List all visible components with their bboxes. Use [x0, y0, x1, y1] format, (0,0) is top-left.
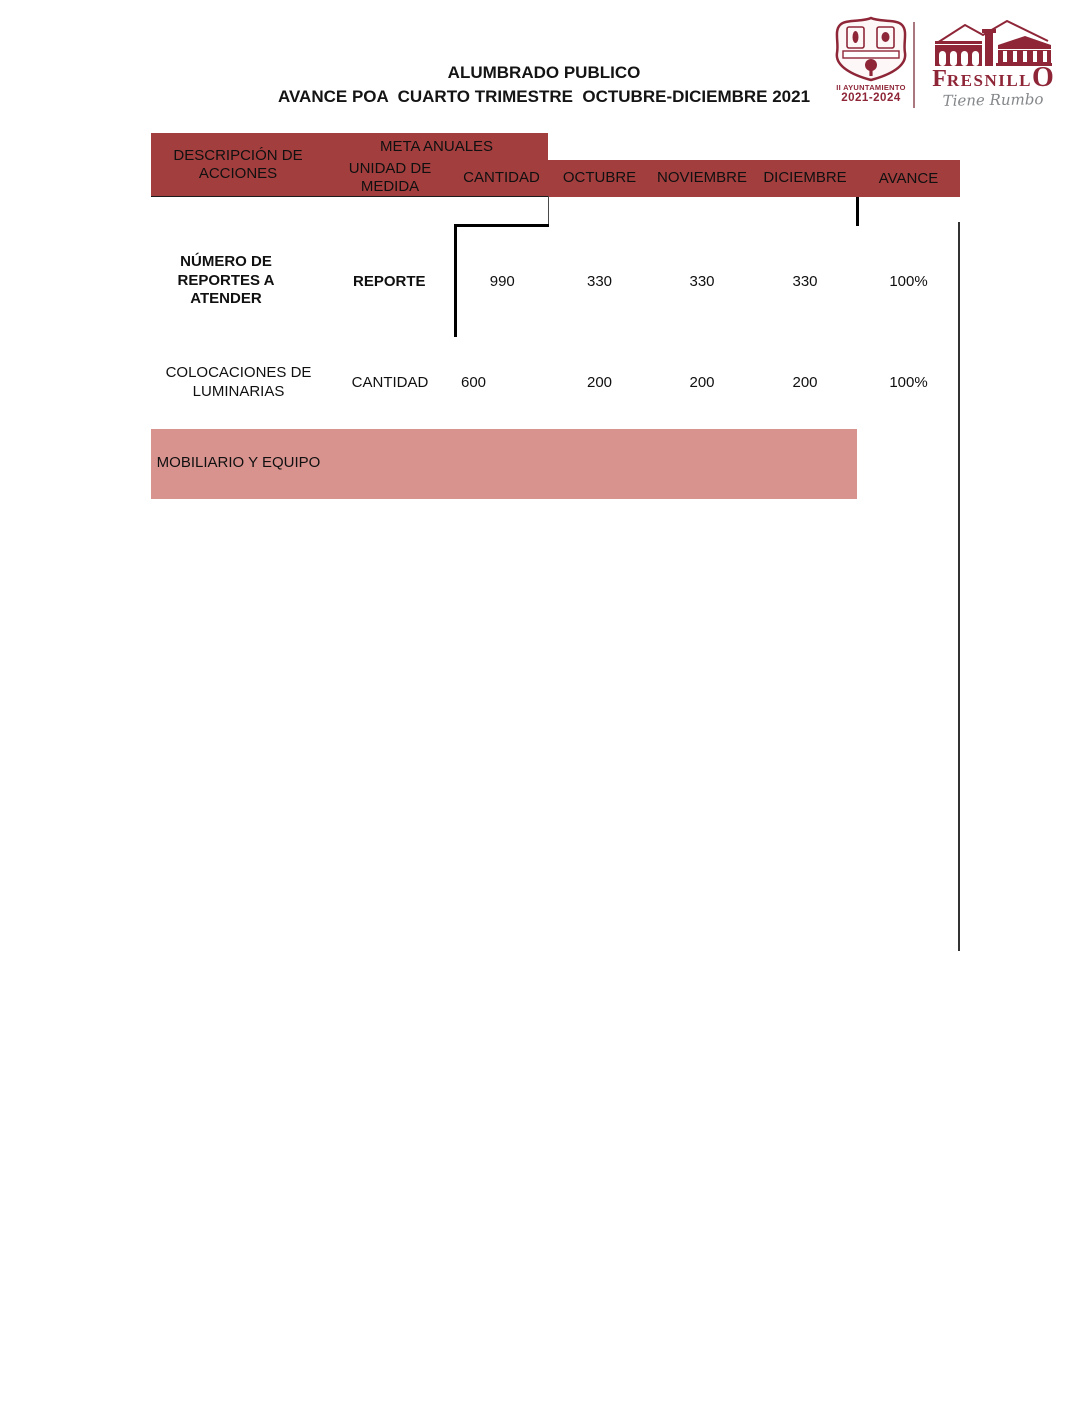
spacer-cell — [857, 133, 960, 160]
table-row — [151, 226, 960, 337]
col-header-descripcion: DESCRIPCIÓN DE ACCIONES — [151, 133, 325, 197]
cell-diciembre: 330 — [792, 272, 818, 290]
empty-cell — [455, 499, 548, 954]
fresnillo-skyline-icon — [934, 18, 1052, 68]
cell-noviembre: 200 — [689, 374, 715, 391]
cell-diciembre: 200 — [792, 374, 818, 391]
crest-shield-icon — [832, 16, 910, 82]
empty-cell — [857, 499, 960, 954]
empty-cell — [325, 499, 455, 954]
fresnillo-wordmark — [923, 18, 1063, 109]
cell-unidad: CANTIDAD — [351, 374, 429, 391]
empty-cell — [455, 197, 548, 226]
col-header-unidad: UNIDAD DE MEDIDA — [325, 160, 455, 197]
fresnillo-initial: F — [932, 66, 947, 92]
empty-cell — [325, 197, 455, 226]
ayuntamiento-period: 2021-2024 — [841, 92, 901, 104]
section-cell-mobiliario: MOBILIARIO Y EQUIPO — [151, 429, 857, 499]
cell-noviembre: 330 — [689, 272, 715, 290]
ayuntamiento-label: II AYUNTAMIENTO — [836, 83, 906, 92]
cell-cantidad: 600 — [461, 374, 487, 391]
empty-cell — [857, 197, 960, 226]
empty-bottom-row — [151, 499, 960, 954]
poa-table — [151, 133, 960, 954]
col-header-cantidad: CANTIDAD — [455, 160, 548, 197]
empty-cell — [548, 197, 651, 226]
col-header-diciembre: DICIEMBRE — [753, 160, 857, 197]
cell-octubre: 200 — [586, 374, 613, 391]
empty-cell — [753, 197, 857, 226]
empty-cell — [651, 197, 753, 226]
col-header-avance: AVANCE — [857, 160, 960, 197]
empty-cell — [651, 499, 753, 954]
cell-avance: 100% — [889, 374, 928, 391]
fresnillo-final-o: O — [1032, 62, 1054, 93]
empty-cell — [548, 499, 651, 954]
title-line-1: ALUMBRADO PUBLICO — [447, 63, 641, 82]
cell-avance: 100% — [889, 272, 928, 290]
municipality-logo — [829, 14, 1069, 118]
empty-cell — [857, 429, 960, 499]
logo-divider — [913, 22, 915, 108]
col-header-noviembre: NOVIEMBRE — [651, 160, 753, 197]
spacer-cell — [548, 133, 651, 160]
fresnillo-tagline: Tiene Rumbo — [942, 90, 1044, 110]
empty-cell — [753, 499, 857, 954]
fresnillo-mid: RESNILL — [946, 71, 1033, 90]
cell-octubre: 330 — [586, 272, 613, 290]
empty-cell — [151, 197, 325, 226]
crest — [829, 16, 913, 104]
cell-unidad: REPORTE — [352, 272, 426, 290]
empty-cell — [151, 499, 325, 954]
section-row — [151, 429, 960, 499]
col-header-octubre: OCTUBRE — [548, 160, 651, 197]
avance-right-rule — [958, 222, 960, 951]
col-header-meta-anuales: META ANUALES — [325, 133, 548, 160]
table-row — [151, 337, 960, 429]
cell-cantidad: 990 — [455, 226, 548, 337]
spacer-cell — [753, 133, 857, 160]
title-line-2: AVANCE POA CUARTO TRIMESTRE OCTUBRE-DICIEMBRE 2021 — [277, 87, 811, 106]
cell-descripcion: COLOCACIONES DE LUMINARIAS — [165, 363, 312, 400]
spacer-cell — [651, 133, 753, 160]
cell-descripcion: NÚMERO DE REPORTES A ATENDER — [177, 252, 275, 308]
